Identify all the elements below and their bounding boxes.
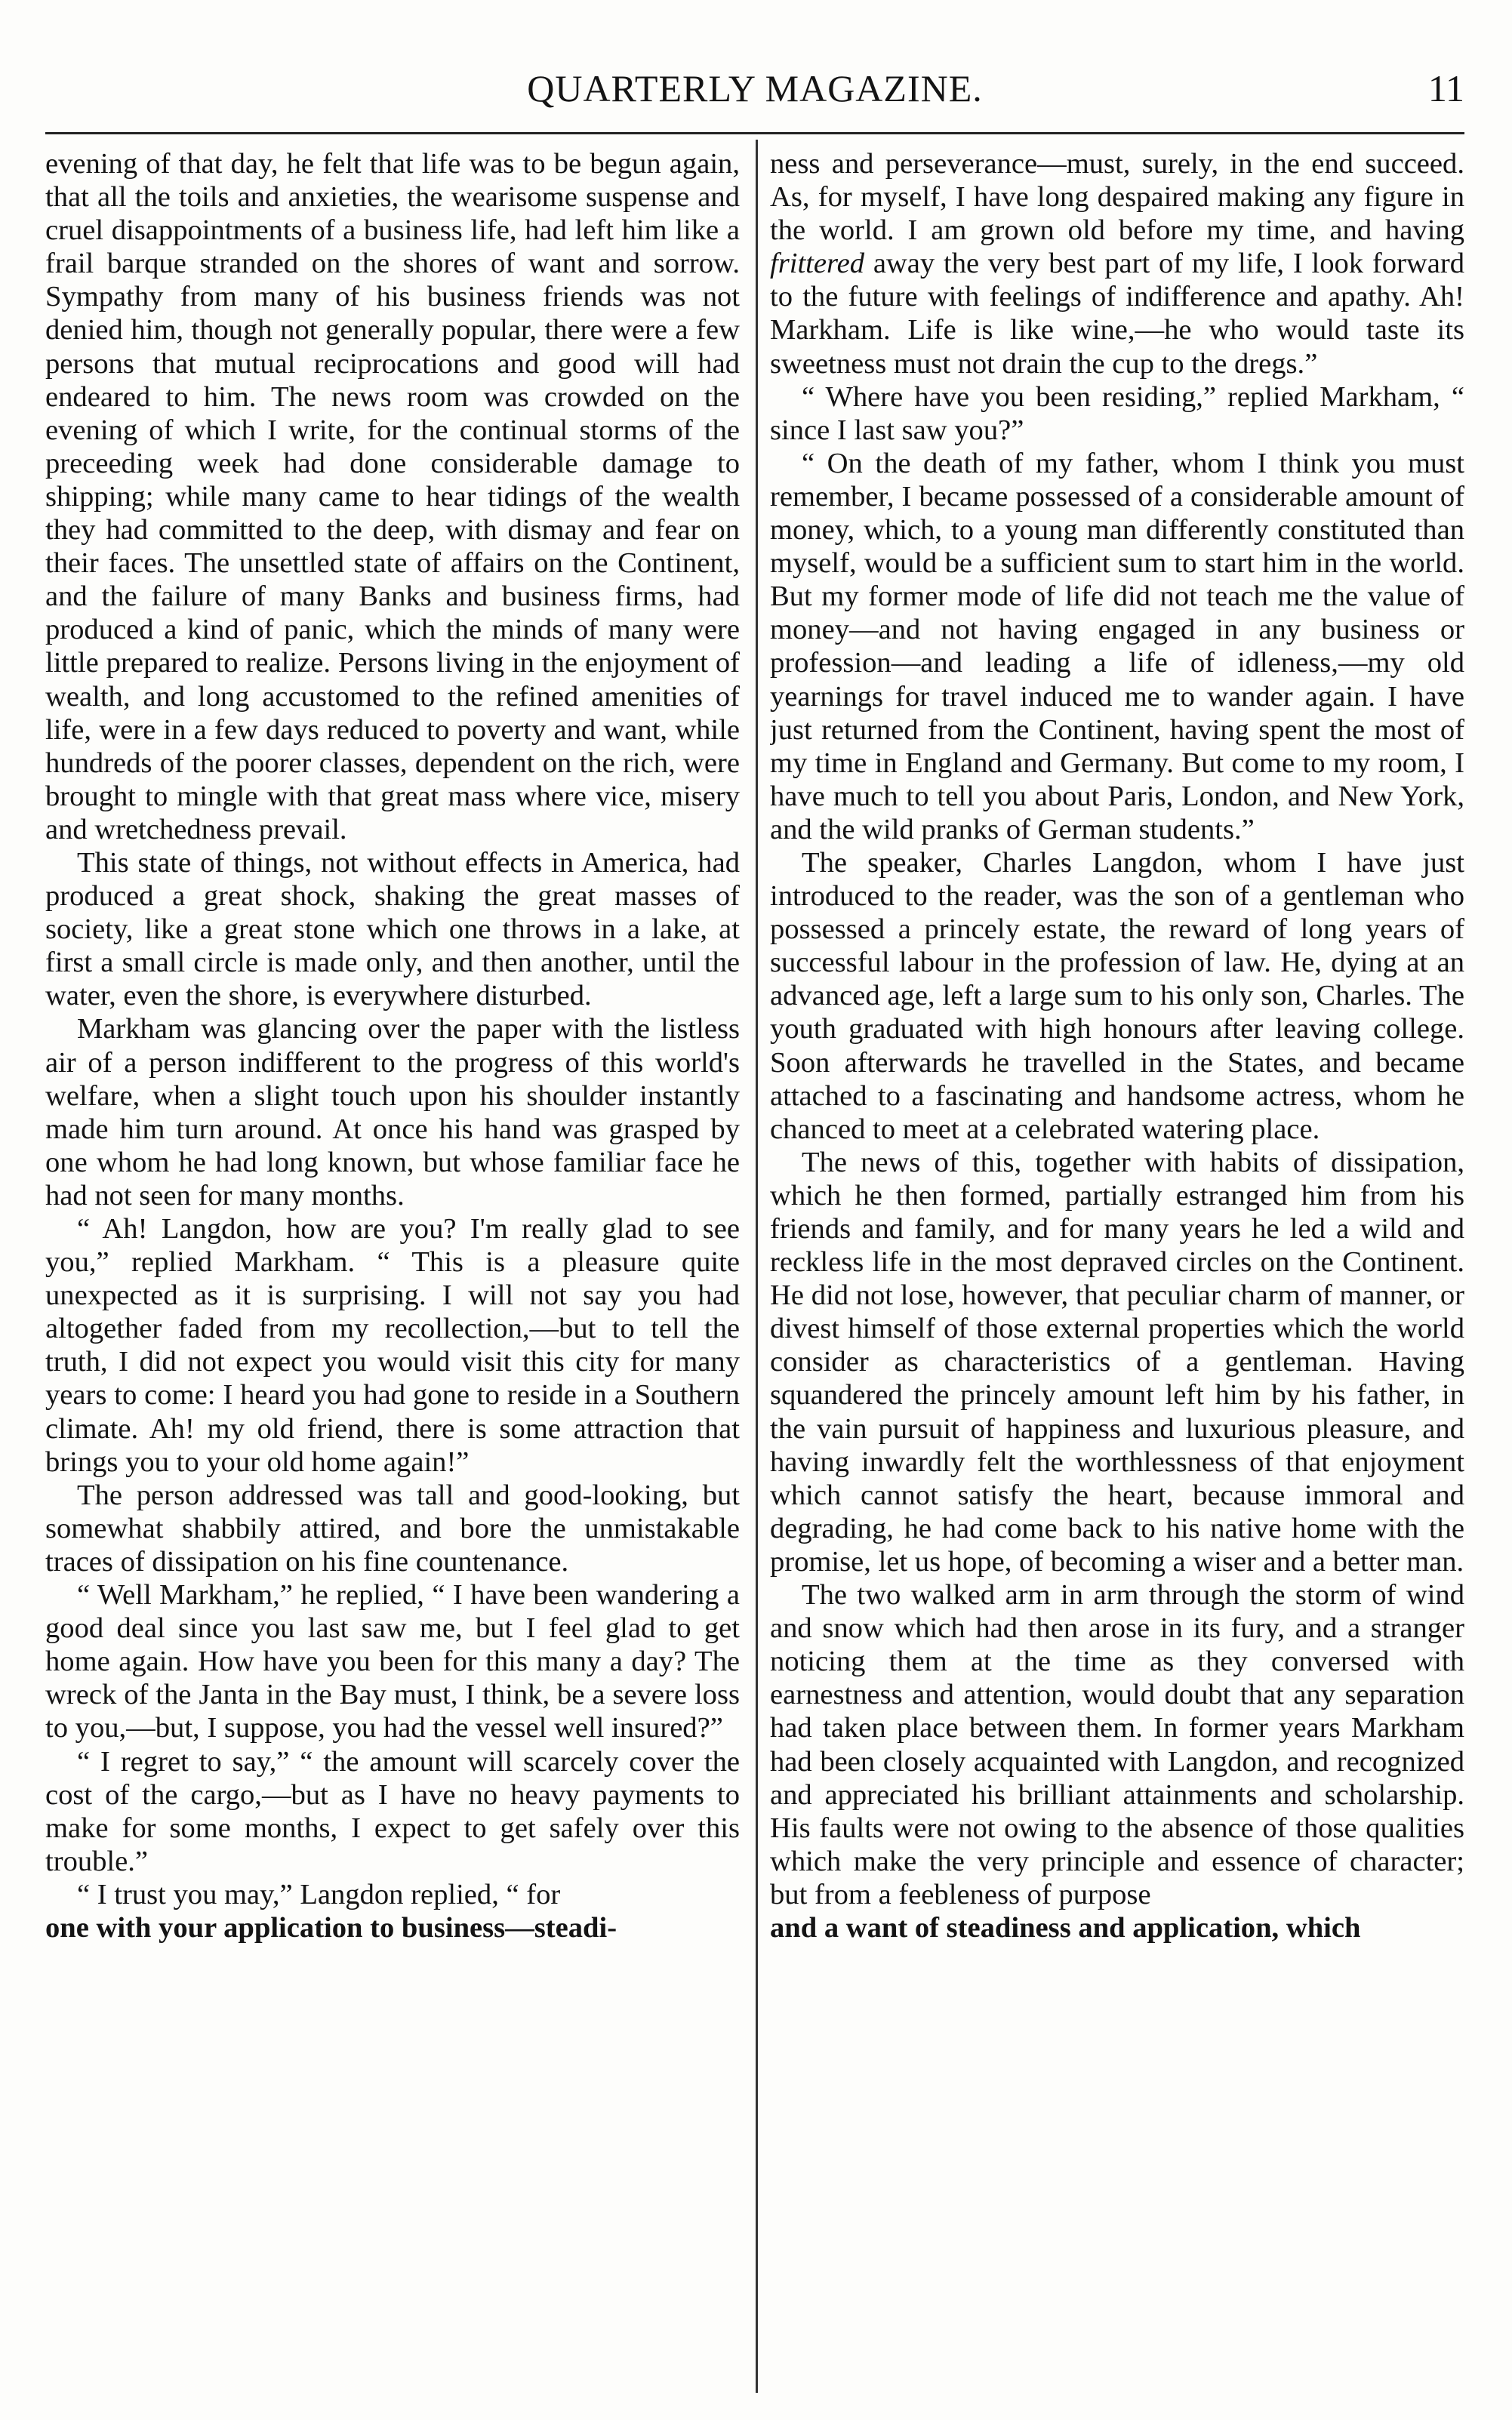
paragraph: “ Ah! Langdon, how are you? I'm really glad to see you,” replied Markham. “ This is a pleasure quite unexpected as it is surprising. I will not say you had altogether faded from my recollection,—but to tell the truth, I did not expect you would visit this city for many years to come: I heard you had gone to reside in a Southern climate. Ah! my old friend, there is some attraction that brings you to your old home again!” bbox=[45, 1213, 740, 1478]
paragraph: “ I regret to say,” “ the amount will scarcely cover the cost of the cargo,—but as I have no heavy payments to make for some months, I expect to get safely over this trouble.” bbox=[45, 1745, 740, 1877]
paragraph: The two walked arm in arm through the storm of wind and snow which had then arose in its fury, and a stranger noticing them at the time as they conversed with earnestness and attention, would doubt that any separation had taken place between them. In former years Markham had been closely acquainted with Langdon, and recognized and appreciated his brilliant attainments and scholarship. His faults were not owing to the absence of those qualities which make the very principle and essence of character; but from a feebleness of purpose bbox=[770, 1579, 1464, 1910]
paragraph bbox=[770, 147, 1464, 380]
paragraph-text: ness and perseverance—must, surely, in the end succeed. As, for myself, I have long despaired making any figure in the world. I am grown old before my time, and having bbox=[770, 148, 1464, 247]
right-column bbox=[770, 147, 1464, 2393]
page-number: 11 bbox=[1427, 67, 1464, 109]
italic-word: frittered bbox=[770, 248, 865, 280]
paragraph: “ I trust you may,” Langdon replied, “ for bbox=[77, 1878, 561, 1910]
left-column bbox=[45, 147, 740, 2393]
column-divider bbox=[756, 140, 758, 2393]
header-rule bbox=[45, 132, 1464, 134]
paragraph-tail: one with your application to business—steadi- bbox=[45, 1911, 617, 1944]
running-title: QUARTERLY MAGAZINE. bbox=[527, 67, 983, 109]
paragraph: “ On the death of my father, whom I think you must remember, I became possessed of a considerable amount of money, which, to a young man differently constituted than myself, would be a sufficient sum to start him in the world. But my former mode of life did not teach me the value of money—and not having engaged in any business or profession—and leading a life of idleness,—my old yearnings for travel induced me to wander again. I have just returned from the Continent, having spent the most of my time in England and Germany. But come to my room, I have much to tell you about Paris, London, and New York, and the wild pranks of German students.” bbox=[770, 447, 1464, 845]
paragraph-tail: and a want of steadiness and application, which bbox=[770, 1911, 1361, 1944]
paragraph: “ Well Markham,” he replied, “ I have been wandering a good deal since you last saw me, but I feel glad to get home again. How have you been for this many a day? The wreck of the Janta in the Bay must, I think, be a severe loss to you,—but, I suppose, you had the vessel well insured?” bbox=[45, 1579, 740, 1744]
paragraph: The person addressed was tall and good-looking, but somewhat shabbily attired, and bore the unmistakable traces of dissipation on his fine countenance. bbox=[45, 1479, 740, 1578]
paragraph: The speaker, Charles Langdon, whom I have just introduced to the reader, was the son of a gentleman who possessed a princely estate, the reward of long years of successful labour in the profession of law. He, dying at an advanced age, left a large sum to his only son, Charles. The youth graduated with high honours after leaving college. Soon afterwards he travelled in the States, and became attached to a fascinating and handsome actress, whom he chanced to meet at a celebrated watering place. bbox=[770, 846, 1464, 1145]
paragraph: This state of things, not without effects in America, had produced a great shock, shaking the great masses of society, like a great stone which one throws in a lake, at first a small circle is made only, and then another, until the water, even the shore, is everywhere disturbed. bbox=[45, 846, 740, 1012]
paragraph-text: away the very best part of my life, I look forward to the future with feelings of indifference and apathy. Ah! Markham. Life is like wine,—he who would taste its sweetness must not drain the cup to the dregs.” bbox=[770, 248, 1464, 380]
paragraph: “ Where have you been residing,” replied Markham, “ since I last saw you?” bbox=[770, 380, 1464, 446]
paragraph: Markham was glancing over the paper with the listless air of a person indifferent to the progress of this world's welfare, when a slight touch upon his shoulder instantly made him turn around. At once his hand was grasped by one whom he had long known, but whose familiar face he had not seen for many months. bbox=[45, 1013, 740, 1212]
paragraph: The news of this, together with habits of dissipation, which he then formed, partially estranged him from his friends and family, and for many years he led a wild and reckless life in the most depraved circles on the Continent. He did not lose, however, that peculiar charm of manner, or divest himself of those external properties which the world consider as characteristics of a gentleman. Having squandered the princely amount left him by his father, in the vain pursuit of happiness and luxurious pleasure, and having inwardly felt the worthlessness of that enjoyment which cannot satisfy the heart, because immoral and degrading, he had come back to his native home with the promise, let us hope, of becoming a wiser and a better man. bbox=[770, 1146, 1464, 1578]
paragraph: evening of that day, he felt that life was to be begun again, that all the toils and anxieties, the wearisome suspense and cruel disappointments of a business life, had left him like a frail barque stranded on the shores of want and sorrow. Sympathy from many of his business friends was not denied him, though not generally popular, there were a few persons that mutual reciprocations and good will had endeared to him. The news room was crowded on the evening of which I write, for the continual storms of the preceeding week had done considerable damage to shipping; while many came to hear tidings of the wealth they had committed to the deep, with dismay and fear on their faces. The unsettled state of affairs on the Continent, and the failure of many Banks and business firms, had produced a kind of panic, which the minds of many were little prepared to realize. Persons living in the enjoyment of wealth, and long accustomed to the refined amenities of life, were in a few days reduced to poverty and want, while hundreds of the poorer classes, dependent on the rich, were brought to mingle with that great mass where vice, misery and wretchedness prevail. bbox=[45, 148, 740, 845]
page-header bbox=[45, 66, 1464, 119]
